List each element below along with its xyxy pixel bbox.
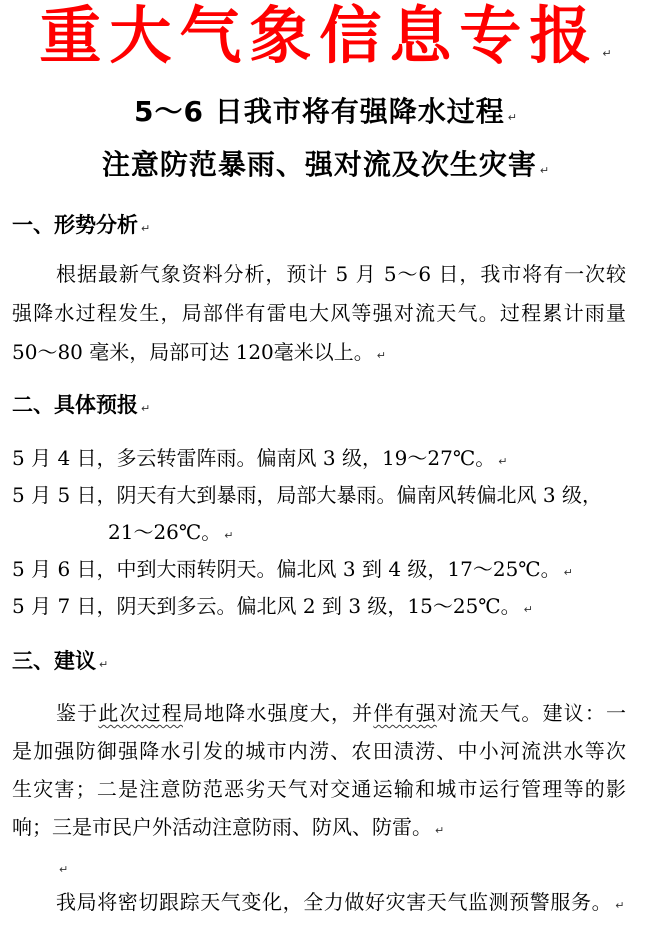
subtitle-line bbox=[0, 145, 651, 185]
closing-text: 我局将密切跟踪天气变化，全力做好灾害天气监测预警服务。 bbox=[56, 890, 613, 914]
paragraph-mark-icon: ↵ bbox=[563, 566, 573, 579]
document-title-line bbox=[0, 0, 651, 72]
forecast-text: 5 月 6 日，中到大雨转阴天。偏北风 3 到 4 级，17～25℃。 bbox=[12, 557, 561, 581]
paragraph-mark-icon: ↵ bbox=[615, 899, 625, 912]
section-heading bbox=[12, 210, 626, 240]
forecast-line bbox=[12, 588, 626, 625]
forecast-line bbox=[12, 551, 626, 588]
forecast-list bbox=[12, 440, 626, 625]
paragraph-line bbox=[12, 808, 626, 846]
paragraph-mark-icon: ↵ bbox=[498, 455, 508, 468]
paragraph-line bbox=[12, 333, 626, 372]
forecast-text: 5 月 7 日，阴天到多云。偏北风 2 到 3 级，15～25℃。 bbox=[12, 594, 521, 618]
section-situation-analysis bbox=[12, 210, 626, 372]
section-detailed-forecast bbox=[12, 390, 626, 625]
paragraph-line: 根据最新气象资料分析，预计 5 月 5～6 日，我市将有一次较 bbox=[56, 262, 626, 286]
text-segment: 局地降水强度大，并 bbox=[182, 701, 374, 725]
subtitle-text: 注意防范暴雨、强对流及次生灾害 bbox=[101, 148, 537, 181]
section-heading-text: 二、具体预报 bbox=[12, 392, 138, 417]
text-segment: 鉴于 bbox=[56, 701, 99, 725]
recommendation-paragraph bbox=[12, 694, 626, 846]
subtitle-line bbox=[0, 92, 651, 132]
forecast-text: 21～26℃。 bbox=[108, 520, 222, 544]
section-heading-text: 三、建议 bbox=[12, 648, 96, 673]
section-recommendations bbox=[12, 646, 626, 846]
paragraph-mark-icon: ↵ bbox=[435, 824, 445, 837]
grammar-flagged-text: 此次过程 bbox=[98, 701, 183, 725]
closing-paragraph bbox=[12, 884, 626, 920]
empty-paragraph bbox=[12, 848, 626, 884]
paragraph-line: 生灾害；二是注意防范恶劣天气对交通运输和城市运行管理等的影 bbox=[12, 777, 626, 801]
paragraph-line: 强降水过程发生，局部伴有雷电大风等强对流天气。过程累计雨量 bbox=[12, 301, 626, 325]
forecast-line-continuation bbox=[12, 514, 626, 551]
grammar-flagged-text: 伴有强 bbox=[373, 701, 437, 725]
paragraph-line bbox=[12, 694, 626, 732]
section-heading-text: 一、形势分析 bbox=[12, 212, 138, 237]
paragraph-mark-icon: ↵ bbox=[602, 47, 612, 60]
paragraph-line-text: 响；三是市民户外活动注意防雨、防风、防雷。 bbox=[12, 815, 432, 839]
paragraph-line-text: 50～80 毫米，局部可达 120毫米以上。 bbox=[12, 340, 374, 364]
paragraph-mark-icon: ↵ bbox=[224, 529, 234, 542]
subtitle-text: 5～6 日我市将有强降水过程 bbox=[134, 95, 505, 128]
paragraph-mark-icon: ↵ bbox=[141, 402, 151, 415]
forecast-text: 5 月 4 日，多云转雷阵雨。偏南风 3 级，19～27℃。 bbox=[12, 446, 496, 470]
section-heading bbox=[12, 646, 626, 676]
document-body bbox=[12, 210, 626, 920]
paragraph-mark-icon: ↵ bbox=[507, 111, 517, 124]
paragraph-mark-icon: ↵ bbox=[141, 222, 151, 235]
paragraph-mark-icon: ↵ bbox=[539, 164, 550, 177]
paragraph-mark-icon: ↵ bbox=[99, 658, 109, 671]
paragraph-line: 是加强防御强降水引发的城市内涝、农田渍涝、中小河流洪水等次 bbox=[12, 739, 626, 763]
paragraph-mark-icon: ↵ bbox=[59, 863, 69, 876]
paragraph-mark-icon: ↵ bbox=[376, 349, 387, 362]
situation-paragraph bbox=[12, 255, 626, 372]
forecast-line: 5 月 5 日，阴天有大到暴雨，局部大暴雨。偏南风转偏北风 3 级， bbox=[12, 483, 602, 507]
text-segment: 对流天气。建议：一 bbox=[436, 701, 627, 725]
forecast-line bbox=[12, 440, 626, 477]
section-heading bbox=[12, 390, 626, 420]
document-title: 重大气象信息专报 bbox=[39, 0, 600, 72]
paragraph-mark-icon: ↵ bbox=[523, 603, 533, 616]
